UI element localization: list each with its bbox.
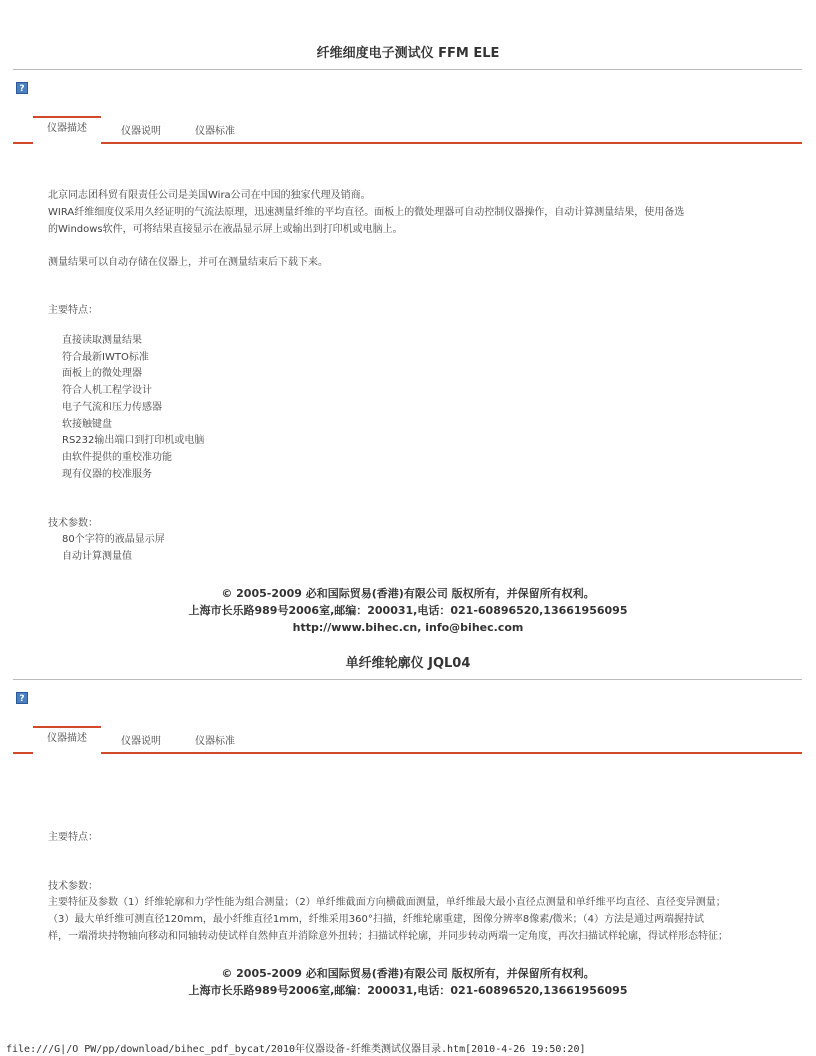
copyright-text: © 2005-2009 必和国际贸易(香港)有限公司 版权所有，并保留所有权利。 [221,967,595,980]
list-item: RS232输出端口到打印机或电脑 [62,435,205,447]
address-text: 上海市长乐路989号2006室,邮编：200031,电话：021-60896520,13661956095 [188,604,628,617]
params-text [48,894,768,945]
description-text [48,187,684,238]
list-item: 符合人机工程学设计 [62,385,152,397]
list-item: 由软件提供的重校准功能 [62,451,172,463]
list-item: 软接触键盘 [62,418,112,430]
tab-underline [13,142,802,144]
footer [0,965,816,999]
description-line: 的Windows软件，可将结果直接显示在液晶显示屏上或输出到打印机或电脑上。 [48,224,403,235]
question-icon[interactable]: ? [16,82,28,94]
website-link[interactable]: http://www.bihec.cn, info@bihec.com [292,621,524,634]
file-path: file:///G|/O PW/pp/download/bihec_pdf_bycat/2010年仪器设备-纤维类测试仪器目录.htm[2010-4-26 19:50:20] [6,1044,586,1055]
features-heading: 主要特点： [48,832,98,843]
page-title: 单纤维轮廓仪 JQL04 [345,656,471,671]
description-line: 北京同志团科贸有限责任公司是美国Wira公司在中国的独家代理及销商。 [48,190,371,201]
description-storage: 测量结果可以自动存储在仪器上，并可在测量结束后下载下来。 [48,257,328,268]
copyright-text: © 2005-2009 必和国际贸易(香港)有限公司 版权所有，并保留所有权利。 [221,587,595,600]
tab-description[interactable]: 仪器描述 [33,726,101,754]
question-icon[interactable]: ? [16,692,28,704]
tab-standards[interactable]: 仪器标准 [195,126,235,137]
params-heading: 技术参数： [48,518,98,529]
list-item: 电子气流和压力传感器 [62,401,162,413]
params-line: 样，一端滑块持物轴向移动和同轴转动使试样自然伸直并消除意外扭转；扫描试样轮廓，并同步转动两端一定角度，再次扫描试样轮廓，得试样形态特征； [48,931,728,942]
page-title: 纤维细度电子测试仪 FFM ELE [316,46,500,61]
features-heading: 主要特点： [48,305,98,316]
tab-bar [13,726,802,754]
tab-underline [13,752,802,754]
list-item: 自动计算测量值 [62,550,132,562]
tab-instructions[interactable]: 仪器说明 [121,126,161,137]
list-item: 80个字符的液晶显示屏 [62,534,165,545]
description-line: WIRA纤维细度仪采用久经证明的气流法原理，迅速测量纤维的平均直径。面板上的微处理器可自动控制仪器操作，自动计算测量结果，使用备选 [48,207,685,218]
params-heading: 技术参数： [48,881,98,892]
address-text: 上海市长乐路989号2006室,邮编：200031,电话：021-60896520,13661956095 [188,984,628,997]
tab-instructions[interactable]: 仪器说明 [121,736,161,747]
list-item: 直接读取测量结果 [62,335,142,346]
tab-bar [13,116,802,144]
params-line: （3）最大单纤维可测直径120mm，最小纤维直径1mm，纤维采用360°扫描，纤维轮廓重建，图像分辨率8像素/微米；（4）方法是通过两端握持试 [48,914,704,925]
list-item: 现有仪器的校准服务 [62,468,152,480]
tab-description[interactable]: 仪器描述 [33,116,101,144]
title-divider [13,679,802,680]
list-item: 面板上的微处理器 [62,368,142,380]
params-list [62,532,165,565]
list-item: 符合最新IWTO标准 [62,351,149,363]
footer [0,585,816,636]
tab-standards[interactable]: 仪器标准 [195,736,235,747]
title-divider [13,69,802,70]
params-line: 主要特征及参数（1）纤维轮廓和力学性能为组合测量；（2）单纤维截面方向横截面测量，单纤维最大最小直径点测量和单纤维平均直径、直径变异测量； [48,897,726,908]
features-list [62,333,204,483]
